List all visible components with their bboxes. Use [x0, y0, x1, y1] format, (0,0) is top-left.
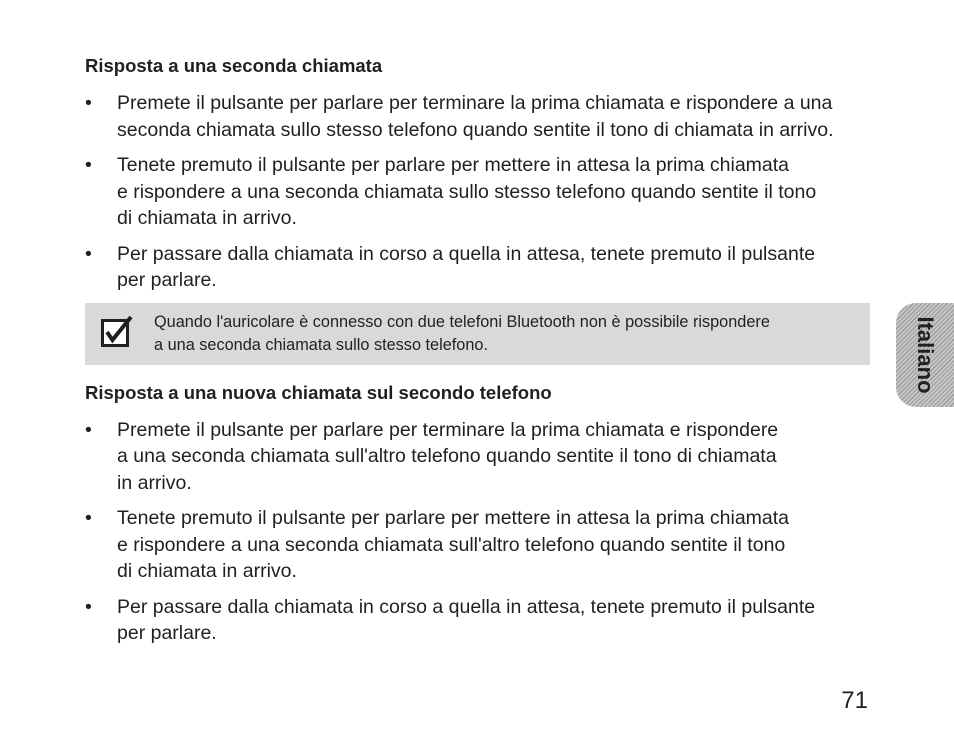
bullet-line: Premete il pulsante per parlare per terminare la prima chiamata e rispondere a una: [117, 92, 833, 114]
note-line: a una seconda chiamata sullo stesso telefono.: [154, 336, 488, 354]
bullet-symbol: •: [85, 418, 92, 441]
list-item: [85, 90, 870, 143]
note-box: [85, 303, 870, 365]
list-item: [85, 505, 870, 585]
section-title-second-phone: Risposta a una nuova chiamata sul secondo telefono: [85, 381, 552, 403]
language-tab: [896, 303, 954, 407]
bullet-line: e rispondere a una seconda chiamata sullo stesso telefono quando sentite il tono: [117, 180, 817, 203]
bullet-symbol: •: [85, 154, 92, 176]
note-line: Quando l'auricolare è connesso con due telefoni Bluetooth non è possibile rispondere: [154, 312, 770, 331]
bullet-line: Per passare dalla chiamata in corso a quella in attesa, tenete premuto il pulsante: [117, 595, 816, 618]
list-item: [85, 152, 870, 232]
page-number: 71: [841, 687, 868, 714]
bullet-list-second-phone: [85, 417, 870, 647]
bullet-line: seconda chiamata sullo stesso telefono quando sentite il tono di chiamata in arrivo.: [117, 118, 834, 141]
checkbox-checked-icon: [101, 316, 133, 348]
page-content: [85, 54, 870, 656]
bullet-line: in arrivo.: [117, 471, 192, 494]
list-item: [85, 417, 870, 497]
bullet-line: Tenete premuto il pulsante per parlare per mettere in attesa la prima chiamata: [117, 507, 790, 529]
bullet-line: e rispondere a una seconda chiamata sull'altro telefono quando sentite il tono: [117, 533, 786, 556]
bullet-symbol: •: [85, 595, 92, 618]
note-text: [154, 311, 860, 358]
bullet-symbol: •: [85, 507, 92, 529]
bullet-line: per parlare.: [117, 269, 217, 291]
language-tab-label: Italiano: [913, 316, 938, 394]
bullet-line: Per passare dalla chiamata in corso a quella in attesa, tenete premuto il pulsante: [117, 242, 816, 265]
bullet-line: Tenete premuto il pulsante per parlare per mettere in attesa la prima chiamata: [117, 154, 790, 176]
bullet-line: di chiamata in arrivo.: [117, 207, 297, 229]
bullet-symbol: •: [85, 92, 92, 114]
list-item: [85, 241, 870, 294]
bullet-line: per parlare.: [117, 622, 217, 644]
section-title-second-call: Risposta a una seconda chiamata: [85, 55, 383, 76]
bullet-line: di chiamata in arrivo.: [117, 560, 297, 582]
bullet-list-second-call: [85, 90, 870, 294]
list-item: [85, 594, 870, 647]
bullet-line: a una seconda chiamata sull'altro telefono quando sentite il tono di chiamata: [117, 445, 777, 467]
bullet-line: Premete il pulsante per parlare per terminare la prima chiamata e rispondere: [117, 418, 779, 441]
bullet-symbol: •: [85, 242, 92, 265]
